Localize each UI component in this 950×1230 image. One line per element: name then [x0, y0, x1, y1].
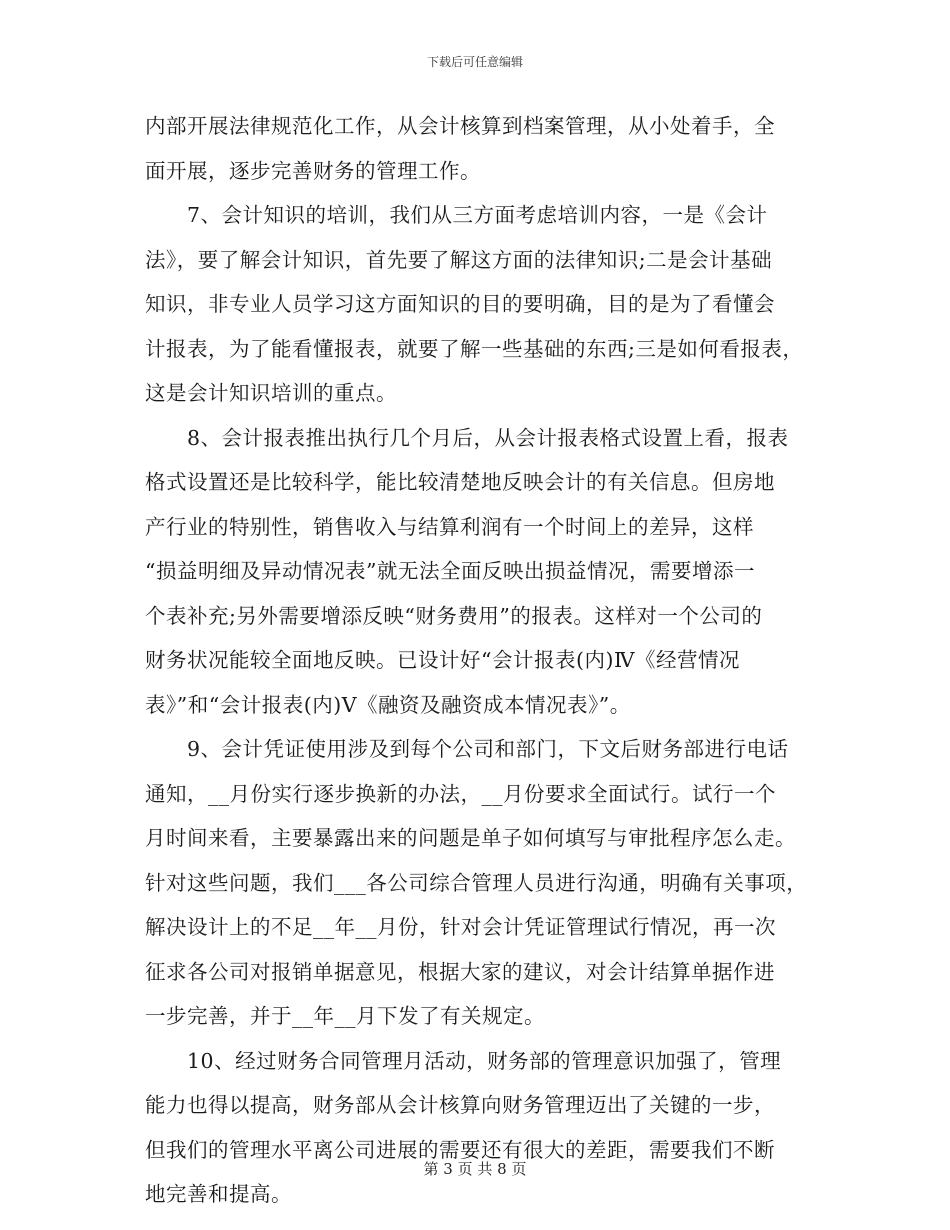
text-line: “损益明细及异动情况表”就无法全面反映出损益情况，需要增添一	[145, 559, 755, 583]
text-line: 格式设置还是比较科学，能比较清楚地反映会计的有关信息。但房地	[145, 470, 775, 494]
text-line: 能力也得以提高，财务部从会计核算向财务管理迈出了关键的一步，	[145, 1093, 775, 1117]
text-line: 法》，要了解会计知识，首先要了解这方面的法律知识;二是会计基础	[145, 247, 773, 272]
page-header: 下载后可任意编辑	[426, 55, 523, 69]
text-line: 解决设计上的不足__年__月份，针对会计凭证管理试行情况，再一次	[145, 915, 776, 939]
text-line: 表》”和“会计报表(内)Ⅴ《融资及融资成本情况表》”。	[145, 692, 631, 717]
paragraph-start-line: 8、会计报表推出执行几个月后，从会计报表格式设置上看，报表	[187, 425, 789, 450]
text-line: 内部开展法律规范化工作，从会计核算到档案管理，从小处着手，全	[145, 114, 775, 138]
text-line: 通知，__月份实行逐步换新的办法，__月份要求全面试行。试行一个	[145, 781, 776, 806]
text-line: 征求各公司对报销单据意见，根据大家的建议，对会计结算单据作进	[145, 959, 775, 984]
text-line: 这是会计知识培训的重点。	[145, 381, 397, 405]
text-line: 个表补充;另外需要增添反映“财务费用”的报表。这样对一个公司的	[145, 603, 763, 628]
text-line: 针对这些问题，我们___各公司综合管理人员进行沟通，明确有关事项，	[145, 870, 808, 895]
text-line: 月时间来看，主要暴露出来的问题是单子如何填写与审批程序怎么走。	[145, 826, 796, 850]
text-line: 面开展，逐步完善财务的管理工作。	[145, 158, 481, 183]
paragraph-start-line: 9、会计凭证使用涉及到每个公司和部门，下文后财务部进行电话	[187, 737, 789, 761]
paragraph-start-line: 7、会计知识的培训，我们从三方面考虑培训内容，一是《会计	[187, 203, 768, 227]
text-line: 但我们的管理水平离公司进展的需要还有很大的差距，需要我们不断	[145, 1137, 775, 1162]
document-body	[145, 104, 813, 1217]
text-line: 计报表，为了能看懂报表，就要了解一些基础的东西;三是如何看报表，	[145, 336, 804, 361]
text-line: 地完善和提高。	[145, 1182, 292, 1206]
page-number: 第 3 页 共 8 页	[423, 1160, 527, 1178]
text-line: 财务状况能较全面地反映。已设计好“会计报表(内)Ⅳ《经营情况	[145, 648, 740, 672]
paragraph-start-line: 10、经过财务合同管理月活动，财务部的管理意识加强了，管理	[187, 1048, 782, 1073]
text-line: 产行业的特别性，销售收入与结算利润有一个时间上的差异，这样	[145, 514, 754, 539]
text-line: 一步完善，并于__年__月下发了有关规定。	[145, 1004, 545, 1028]
text-line: 知识，非专业人员学习这方面知识的目的要明确，目的是为了看懂会	[145, 292, 775, 316]
